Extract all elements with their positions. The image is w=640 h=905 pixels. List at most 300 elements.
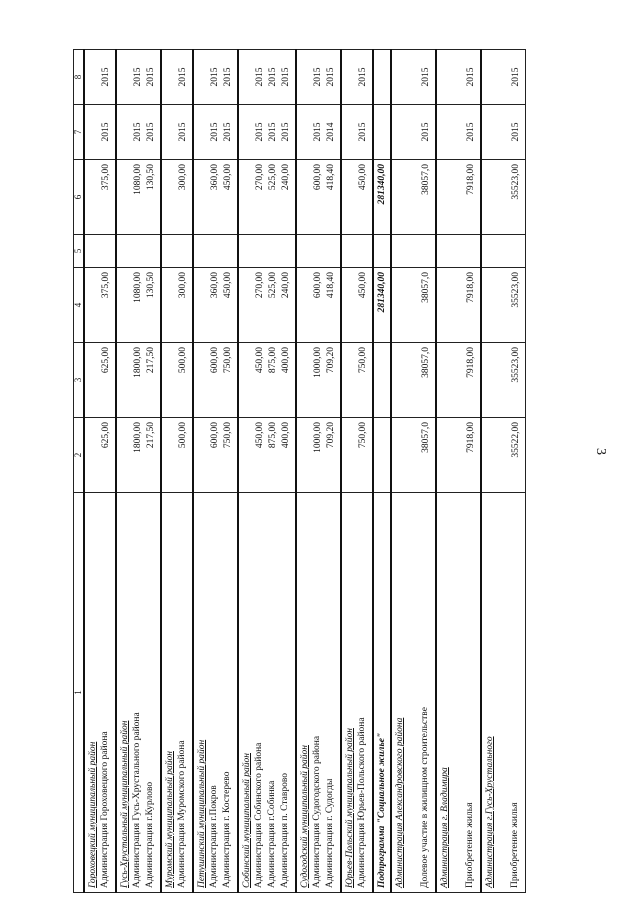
amount-value: 1000,00 — [313, 422, 323, 453]
amount-value: 500,00 — [178, 422, 188, 449]
amount-value: 500,00 — [178, 347, 188, 374]
administration-title: Администрация Александровского района — [395, 717, 405, 888]
district-cell — [341, 493, 373, 893]
spacer — [451, 497, 464, 888]
amount-value: 7918,00 — [466, 272, 476, 303]
year-cell — [116, 50, 161, 105]
table-row — [193, 50, 238, 893]
administration-name: Администрация Гусь-Хрустального района — [132, 712, 142, 888]
spacer — [497, 272, 510, 338]
spacer — [241, 422, 254, 488]
amount-cell — [193, 343, 238, 418]
spacer — [407, 54, 420, 100]
header-cell: 3 — [74, 343, 85, 418]
amount-cell — [84, 343, 116, 418]
amount-value: 875,00 — [268, 347, 278, 374]
spacer — [196, 272, 209, 338]
amount-cell — [84, 418, 116, 493]
spacer — [452, 347, 465, 413]
amount-value: 360,00 — [210, 272, 220, 299]
district-cell — [161, 493, 193, 893]
spacer — [87, 54, 100, 100]
table-row — [481, 50, 526, 893]
empty-cell — [341, 235, 373, 268]
spacer — [196, 347, 209, 413]
spacer — [497, 422, 510, 488]
year-value: 2015 — [281, 67, 291, 87]
administration-title: Администрация г.Гусь-Хрустального — [485, 736, 495, 888]
year-cell — [296, 50, 341, 105]
amount-cell — [161, 268, 193, 343]
administration-name: Администрация г. Судогды — [325, 778, 335, 888]
administration-title: Администрация г. Владимира — [440, 767, 450, 888]
amount-cell — [373, 268, 391, 343]
amount-value: 450,00 — [223, 164, 233, 191]
spacer — [241, 164, 254, 230]
year-value: 2015 — [313, 67, 323, 87]
amount-value: 1080,00 — [133, 272, 143, 303]
year-cell — [341, 50, 373, 105]
spacer — [164, 164, 177, 230]
spacer — [119, 272, 132, 338]
year-cell — [481, 50, 526, 105]
empty-cell — [373, 343, 391, 418]
amount-cell — [341, 160, 373, 235]
district-title: Гусь-Хрустальный муниципальный район — [120, 720, 130, 888]
amount-value: 450,00 — [223, 272, 233, 299]
spacer — [452, 164, 465, 230]
amount-value: 450,00 — [358, 164, 368, 191]
year-value: 2015 — [421, 67, 431, 87]
spacer — [496, 497, 509, 888]
year-value: 2015 — [326, 67, 336, 87]
year-value: 2015 — [421, 122, 431, 142]
spacer — [344, 347, 357, 413]
year-cell — [391, 50, 436, 105]
amount-cell — [436, 418, 481, 493]
header-row — [74, 50, 85, 893]
year-cell — [391, 105, 436, 160]
district-title: Гороховецкий муниципальный район — [88, 741, 98, 888]
district-title: Юрьев-Польский муниципальный район — [345, 728, 355, 888]
amount-cell — [84, 268, 116, 343]
amount-value: 217,50 — [146, 422, 156, 449]
amount-cell — [238, 268, 296, 343]
amount-value: 875,00 — [268, 422, 278, 449]
spacer — [87, 272, 100, 338]
spacer — [241, 272, 254, 338]
district-title: Собинский муниципальный район — [242, 753, 252, 888]
amount-value: 270,00 — [255, 272, 265, 299]
administration-name: Администрация п. Ставрово — [280, 772, 290, 888]
amount-value: 35523,00 — [511, 272, 521, 308]
header-cell: 1 — [74, 493, 85, 893]
amount-cell — [341, 268, 373, 343]
empty-cell — [296, 235, 341, 268]
year-value: 2015 — [511, 67, 521, 87]
amount-value: 240,00 — [281, 164, 291, 191]
amount-value: 130,50 — [146, 272, 156, 299]
spacer — [119, 347, 132, 413]
amount-value: 625,00 — [101, 422, 111, 449]
amount-value: 1000,00 — [313, 347, 323, 378]
spacer — [394, 272, 407, 338]
spacer — [439, 422, 452, 488]
spacer — [484, 109, 497, 155]
table-row — [116, 50, 161, 893]
administration-name: Администрация Гороховецкого района — [100, 731, 110, 888]
spacer — [439, 347, 452, 413]
header-cell: 6 — [74, 160, 85, 235]
year-cell — [161, 105, 193, 160]
spacer — [164, 54, 177, 100]
spacer — [394, 164, 407, 230]
spacer — [439, 109, 452, 155]
year-cell — [84, 105, 116, 160]
amount-value: 709,20 — [326, 422, 336, 449]
empty-cell — [436, 235, 481, 268]
amount-value: 750,00 — [358, 422, 368, 449]
year-cell — [161, 50, 193, 105]
empty-cell — [373, 235, 391, 268]
administration-name: Администрация г.Покров — [209, 785, 219, 888]
spacer — [164, 109, 177, 155]
year-cell — [193, 50, 238, 105]
year-value: 2015 — [255, 67, 265, 87]
table-row — [391, 50, 436, 893]
amount-cell — [436, 343, 481, 418]
spacer — [87, 109, 100, 155]
spacer — [299, 272, 312, 338]
district-title: Муромский муниципальный район — [165, 751, 175, 888]
amount-cell — [193, 418, 238, 493]
amount-value: 217,50 — [146, 347, 156, 374]
amount-cell — [193, 268, 238, 343]
year-cell — [84, 50, 116, 105]
spacer — [241, 347, 254, 413]
purpose-text: Долевое участие в жилищном строительстве — [420, 707, 430, 888]
spacer — [344, 54, 357, 100]
spacer — [344, 109, 357, 155]
administration-name: Администрация г. Костерево — [222, 771, 232, 888]
amount-value: 418,40 — [326, 164, 336, 191]
amount-cell — [116, 160, 161, 235]
spacer — [484, 272, 497, 338]
spacer — [407, 109, 420, 155]
spacer — [452, 109, 465, 155]
spacer — [87, 164, 100, 230]
empty-cell — [373, 50, 391, 105]
year-value: 2014 — [326, 122, 336, 142]
header-cell: 7 — [74, 105, 85, 160]
amount-value: 750,00 — [358, 347, 368, 374]
year-value: 2015 — [146, 67, 156, 87]
amount-cell — [391, 268, 436, 343]
amount-value: 600,00 — [313, 272, 323, 299]
year-value: 2015 — [178, 67, 188, 87]
page-number: 3 — [593, 448, 608, 455]
year-cell — [238, 105, 296, 160]
spacer — [484, 347, 497, 413]
amount-value: 418,40 — [326, 272, 336, 299]
year-cell — [481, 105, 526, 160]
year-cell — [436, 105, 481, 160]
spacer — [344, 422, 357, 488]
amount-cell — [391, 418, 436, 493]
administration-name: Администрация г.Курлово — [145, 781, 155, 888]
amount-cell — [436, 160, 481, 235]
district-title: Судогодский муниципальный район — [300, 745, 310, 888]
year-cell — [436, 50, 481, 105]
spacer — [87, 347, 100, 413]
amount-cell — [193, 160, 238, 235]
administration-name: Администрация Собинского района — [254, 742, 264, 888]
year-value: 2015 — [223, 67, 233, 87]
spacer — [299, 164, 312, 230]
spacer — [119, 164, 132, 230]
amount-value: 400,00 — [281, 347, 291, 374]
administration-name: Администрация г.Собинка — [267, 780, 277, 888]
amount-cell — [481, 160, 526, 235]
amount-cell — [481, 268, 526, 343]
amount-value: 600,00 — [313, 164, 323, 191]
amount-value: 270,00 — [255, 164, 265, 191]
header-cell: 8 — [74, 50, 85, 105]
spacer — [407, 164, 420, 230]
spacer — [484, 54, 497, 100]
spacer — [439, 54, 452, 100]
amount-value: 35522,00 — [511, 422, 521, 458]
administration-name: Администрация Юрьев-Польского района — [357, 717, 367, 888]
year-value: 2015 — [466, 67, 476, 87]
amount-value: 525,00 — [268, 164, 278, 191]
amount-value: 1800,00 — [133, 347, 143, 378]
amount-value: 7918,00 — [466, 164, 476, 195]
year-cell — [116, 105, 161, 160]
year-value: 2015 — [511, 122, 521, 142]
year-value: 2015 — [210, 67, 220, 87]
spacer — [407, 422, 420, 488]
district-cell — [238, 493, 296, 893]
amount-cell — [296, 343, 341, 418]
header-cell: 5 — [74, 235, 85, 268]
spacer — [394, 109, 407, 155]
year-value: 2015 — [101, 122, 111, 142]
spacer — [196, 422, 209, 488]
empty-cell — [391, 235, 436, 268]
table-row — [84, 50, 116, 893]
spacer — [241, 54, 254, 100]
administration-name: Администрация Муромского района — [177, 740, 187, 888]
district-cell — [193, 493, 238, 893]
amount-value: 450,00 — [255, 347, 265, 374]
spacer — [484, 164, 497, 230]
district-title: Петушинский муниципальный район — [197, 739, 207, 888]
year-value: 2015 — [146, 122, 156, 142]
amount-value: 38057,0 — [421, 422, 431, 453]
amount-cell — [116, 268, 161, 343]
spacer — [344, 272, 357, 338]
spacer — [299, 347, 312, 413]
amount-value: 709,20 — [326, 347, 336, 374]
year-value: 2015 — [268, 67, 278, 87]
spacer — [164, 272, 177, 338]
amount-value: 625,00 — [101, 347, 111, 374]
spacer — [452, 422, 465, 488]
purpose-text: Приобретение жилья — [465, 802, 475, 888]
amount-cell — [161, 418, 193, 493]
amount-cell — [391, 160, 436, 235]
amount-cell — [341, 343, 373, 418]
purpose-text: Приобретение жилья — [510, 802, 520, 888]
amount-cell — [373, 160, 391, 235]
district-cell — [116, 493, 161, 893]
amount-cell — [436, 268, 481, 343]
spacer — [299, 109, 312, 155]
spacer — [196, 109, 209, 155]
amount-value: 450,00 — [358, 272, 368, 299]
amount-value: 375,00 — [101, 164, 111, 191]
district-cell — [84, 493, 116, 893]
amount-cell — [84, 160, 116, 235]
empty-cell — [116, 235, 161, 268]
amount-cell — [296, 160, 341, 235]
empty-cell — [84, 235, 116, 268]
spacer — [407, 272, 420, 338]
budget-table — [73, 49, 526, 893]
amount-cell — [296, 418, 341, 493]
amount-value: 35523,00 — [511, 164, 521, 200]
spacer — [119, 109, 132, 155]
amount-cell — [161, 160, 193, 235]
amount-value: 600,00 — [210, 347, 220, 374]
empty-cell — [193, 235, 238, 268]
amount-value: 750,00 — [223, 422, 233, 449]
empty-cell — [161, 235, 193, 268]
amount-cell — [341, 418, 373, 493]
amount-value: 7918,00 — [466, 422, 476, 453]
administration-name: Администрация Судогодского района — [312, 735, 322, 888]
amount-value: 750,00 — [223, 347, 233, 374]
empty-cell — [373, 105, 391, 160]
empty-cell — [373, 418, 391, 493]
subprogram-title: Подпрограмма "Социальное жилье" — [377, 732, 387, 888]
spacer — [497, 347, 510, 413]
spacer — [394, 54, 407, 100]
subprogram-row — [373, 50, 391, 893]
spacer — [394, 347, 407, 413]
year-value: 2015 — [281, 122, 291, 142]
table-row — [296, 50, 341, 893]
spacer — [497, 54, 510, 100]
year-value: 2015 — [133, 67, 143, 87]
year-value: 2015 — [358, 122, 368, 142]
amount-value: 360,00 — [210, 164, 220, 191]
year-value: 2015 — [178, 122, 188, 142]
header-cell: 2 — [74, 418, 85, 493]
spacer — [344, 164, 357, 230]
spacer — [406, 497, 419, 888]
year-value: 2015 — [133, 122, 143, 142]
spacer — [394, 422, 407, 488]
amount-value: 375,00 — [101, 272, 111, 299]
spacer — [299, 54, 312, 100]
amount-cell — [391, 343, 436, 418]
subprogram-total: 281340,00 — [377, 164, 387, 205]
year-value: 2015 — [268, 122, 278, 142]
amount-cell — [116, 418, 161, 493]
amount-value: 300,00 — [178, 272, 188, 299]
amount-cell — [481, 343, 526, 418]
amount-value: 450,00 — [255, 422, 265, 449]
amount-cell — [161, 343, 193, 418]
year-value: 2015 — [466, 122, 476, 142]
year-value: 2015 — [210, 122, 220, 142]
amount-value: 300,00 — [178, 164, 188, 191]
subprogram-title-cell — [373, 493, 391, 893]
amount-value: 1800,00 — [133, 422, 143, 453]
spacer — [196, 54, 209, 100]
amount-value: 38057,0 — [421, 347, 431, 378]
empty-cell — [481, 235, 526, 268]
spacer — [119, 54, 132, 100]
spacer — [452, 54, 465, 100]
amount-value: 600,00 — [210, 422, 220, 449]
administration-cell — [481, 493, 526, 893]
year-value: 2015 — [313, 122, 323, 142]
header-cell: 4 — [74, 268, 85, 343]
year-cell — [341, 105, 373, 160]
amount-cell — [238, 160, 296, 235]
spacer — [241, 109, 254, 155]
amount-value: 38057,0 — [421, 164, 431, 195]
table-row — [161, 50, 193, 893]
administration-cell — [391, 493, 436, 893]
spacer — [87, 422, 100, 488]
amount-value: 130,50 — [146, 164, 156, 191]
amount-value: 240,00 — [281, 272, 291, 299]
spacer — [497, 109, 510, 155]
district-cell — [296, 493, 341, 893]
spacer — [407, 347, 420, 413]
spacer — [439, 272, 452, 338]
amount-value: 38057,0 — [421, 272, 431, 303]
year-value: 2015 — [255, 122, 265, 142]
spacer — [164, 422, 177, 488]
spacer — [484, 422, 497, 488]
spacer — [196, 164, 209, 230]
spacer — [452, 272, 465, 338]
amount-cell — [481, 418, 526, 493]
amount-cell — [238, 343, 296, 418]
amount-cell — [116, 343, 161, 418]
amount-value: 525,00 — [268, 272, 278, 299]
amount-cell — [238, 418, 296, 493]
subprogram-total: 281340,00 — [377, 272, 387, 313]
spacer — [164, 347, 177, 413]
year-value: 2015 — [101, 67, 111, 87]
amount-value: 400,00 — [281, 422, 291, 449]
table-row — [436, 50, 481, 893]
year-cell — [193, 105, 238, 160]
administration-cell — [436, 493, 481, 893]
amount-value: 35523,00 — [511, 347, 521, 383]
spacer — [299, 422, 312, 488]
spacer — [497, 164, 510, 230]
amount-cell — [296, 268, 341, 343]
empty-cell — [238, 235, 296, 268]
year-value: 2015 — [358, 67, 368, 87]
